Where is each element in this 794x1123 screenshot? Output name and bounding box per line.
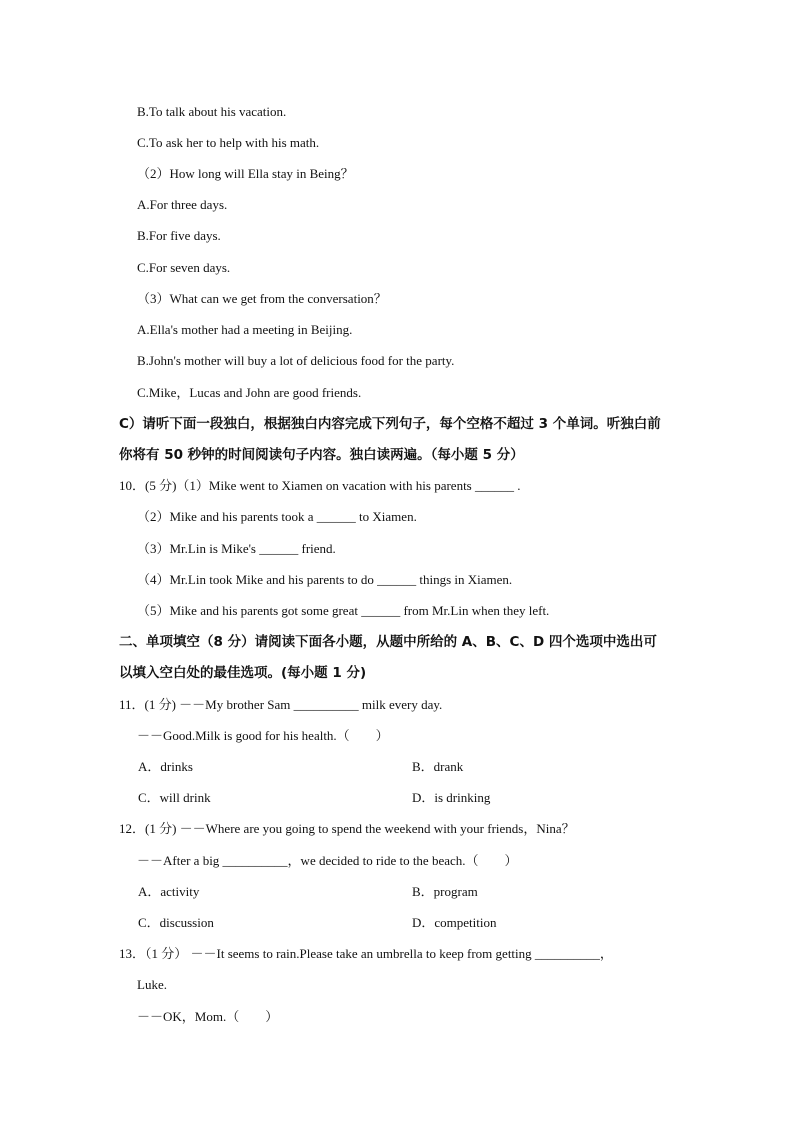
q3-option-b: B.John's mother will buy a lot of delicious food for the party.: [137, 353, 455, 368]
q11-option-d: D．is drinking: [412, 790, 491, 805]
q12-option-a: A．activity: [138, 884, 200, 899]
section-c-heading-line2: 你将有 50 秒钟的时间阅读句子内容。独白读两遍。（每小题 5 分）: [119, 447, 524, 463]
q12-stem: 12．(1 分) －－Where are you going to spend the weekend with your friends，Nina？: [119, 821, 575, 836]
q3-stem: （3）What can we get from the conversation？: [137, 291, 387, 306]
q2-stem: （2）How long will Ella stay in Being？: [137, 166, 354, 181]
q11-option-c: C．will drink: [138, 790, 211, 805]
q12-option-c: C．discussion: [138, 915, 214, 930]
q11-option-b: B．drank: [412, 759, 464, 774]
q3-option-a: A.Ella's mother had a meeting in Beijing.: [137, 322, 353, 337]
q10-item-4: （4）Mr.Lin took Mike and his parents to do ______ things in Xiamen.: [137, 572, 513, 587]
q13-stem-continued: Luke.: [137, 977, 167, 992]
q1-option-b: B.To talk about his vacation.: [137, 104, 287, 119]
section-c-heading-line1: C）请听下面一段独白，根据独白内容完成下列句子，每个空格不超过 3 个单词。听独白前: [119, 416, 661, 432]
q12-option-d: D．competition: [412, 915, 497, 930]
q11-reply: －－Good.Milk is good for his health.（ ）: [137, 728, 389, 743]
section-2-heading-line2: 以填入空白处的最佳选项。(每小题 1 分): [119, 665, 367, 681]
q1-option-c: C.To ask her to help with his math.: [137, 135, 320, 150]
q12-option-b: B．program: [412, 884, 478, 899]
q11-option-a: A．drinks: [138, 759, 193, 774]
q10-item-3: （3）Mr.Lin is Mike's ______ friend.: [137, 541, 336, 556]
q2-option-a: A.For three days.: [137, 197, 228, 212]
q10-item-5: （5）Mike and his parents got some great ______ from Mr.Lin when they left.: [137, 603, 550, 618]
q11-stem: 11．(1 分) －－My brother Sam __________ milk every day.: [119, 697, 443, 712]
q13-reply: －－OK，Mom.（ ）: [137, 1009, 279, 1024]
q2-option-b: B.For five days.: [137, 228, 221, 243]
section-2-heading-line1: 二、单项填空（8 分）请阅读下面各小题，从题中所给的 A、B、C、D 四个选项中选出可: [119, 634, 657, 650]
q12-reply: －－After a big __________，we decided to ride to the beach.（ ）: [137, 853, 518, 868]
q2-option-c: C.For seven days.: [137, 260, 231, 275]
q10-item-1: 10．(5 分)（1）Mike went to Xiamen on vacation with his parents ______ .: [119, 478, 521, 493]
q3-option-c: C.Mike，Lucas and John are good friends.: [137, 385, 362, 400]
q10-item-2: （2）Mike and his parents took a ______ to Xiamen.: [137, 509, 417, 524]
q13-stem: 13．（1 分） －－It seems to rain.Please take an umbrella to keep from getting __________，: [119, 946, 613, 961]
